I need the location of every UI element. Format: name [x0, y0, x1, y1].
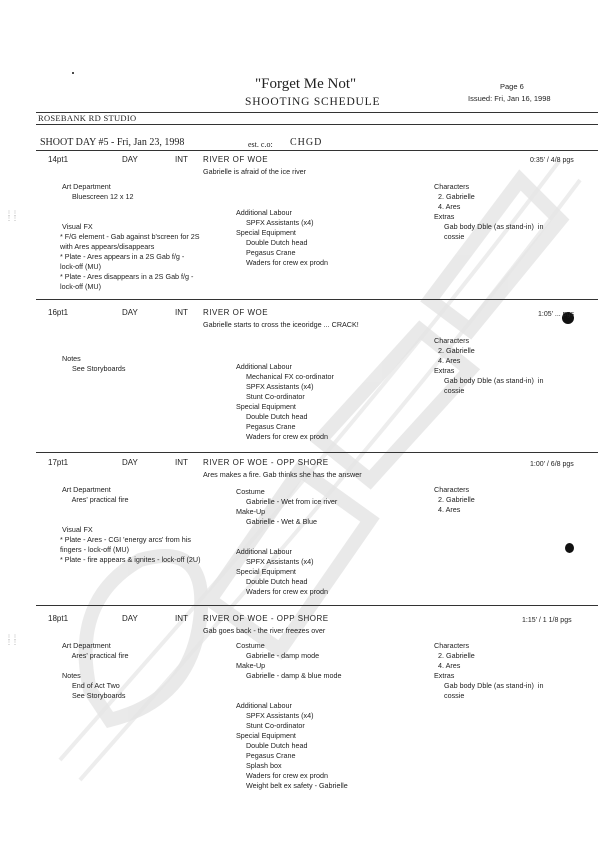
scene-description: Ares makes a fire. Gab thinks she has the answer — [203, 470, 362, 479]
detail-line: * Plate - Ares appears in a 2S Gab f/g - — [60, 252, 185, 261]
detail-line: cossie — [434, 386, 465, 395]
detail-line — [236, 537, 337, 547]
detail-line: Ares' practical fire — [62, 495, 129, 504]
detail-line: Extras — [434, 671, 455, 680]
scene-int: INT — [175, 614, 188, 623]
scene-day: DAY — [122, 614, 138, 623]
detail-line: SPFX Assistants (x4) — [236, 382, 314, 391]
detail-line: lock-off (MU) — [60, 262, 101, 271]
detail-line: Stunt Co-ordinator — [236, 392, 305, 401]
detail-line: 4. Ares — [434, 661, 461, 670]
scene-number: 16pt1 — [48, 308, 69, 317]
detail-line: Pegasus Crane — [236, 248, 296, 257]
scene-time: 0:35' / 4/8 pgs — [530, 157, 574, 164]
detail-line: Waders for crew ex prodn — [236, 771, 329, 780]
scene-location: RIVER OF WOE — [203, 155, 269, 164]
detail-line: See Storyboards — [62, 364, 126, 373]
detail-line: Gab body Dble (as stand-in) in — [434, 222, 544, 231]
detail-line: Pegasus Crane — [236, 751, 296, 760]
issued-date: Issued: Fri, Jan 16, 1998 — [468, 94, 551, 103]
detail-line: Bluescreen 12 x 12 — [62, 192, 134, 201]
detail-line: Waders for crew ex prodn — [236, 432, 329, 441]
detail-line: Art Department — [62, 485, 111, 494]
scene-number: 17pt1 — [48, 458, 69, 467]
shoot-day-rule — [36, 150, 598, 151]
detail-line: 2. Gabrielle — [434, 346, 475, 355]
scene-description: Gabrielle is afraid of the ice river — [203, 167, 307, 176]
detail-line: Additional Labour — [236, 362, 292, 371]
detail-line: Additional Labour — [236, 208, 292, 217]
detail-line: SPFX Assistants (x4) — [236, 711, 314, 720]
punch-hole — [565, 543, 574, 553]
detail-line — [62, 505, 200, 515]
scene-description: Gabrielle starts to cross the iceoridge ... CRACK! — [203, 320, 359, 329]
page-number: Page 6 — [500, 82, 524, 91]
scene-right-column — [434, 336, 543, 396]
scene-time: 1:05' ... pgs — [538, 311, 574, 318]
detail-line: End of Act Two — [62, 681, 120, 690]
detail-line: * Plate - Ares - CGI 'energy arcs' from his — [60, 535, 191, 544]
scene-day: DAY — [122, 458, 138, 467]
detail-line: cossie — [434, 232, 465, 241]
detail-line: Visual FX — [62, 222, 93, 231]
detail-line: Double Dutch head — [236, 577, 308, 586]
detail-line: Notes — [62, 671, 81, 680]
scene-int: INT — [175, 155, 188, 164]
scene-int: INT — [175, 458, 188, 467]
detail-line: fingers - lock-off (MU) — [60, 545, 129, 554]
scene-day: DAY — [122, 155, 138, 164]
detail-line: Extras — [434, 212, 455, 221]
scene-mid-column — [236, 487, 337, 597]
detail-line: 2. Gabrielle — [434, 192, 475, 201]
detail-line: Double Dutch head — [236, 412, 308, 421]
scene-mid-column — [236, 362, 334, 442]
detail-line: Stunt Co-ordinator — [236, 721, 305, 730]
binder-mark: ⋮⋮ ⋮⋮ — [6, 211, 18, 222]
detail-line: Costume — [236, 487, 265, 496]
detail-line: Gabrielle - Wet & Blue — [236, 517, 317, 526]
detail-line: Costume — [236, 641, 265, 650]
scene-left-column — [62, 314, 126, 374]
detail-line: Gabrielle - Wet from ice river — [236, 497, 338, 506]
detail-line — [62, 344, 126, 354]
scene-divider — [36, 452, 598, 453]
detail-line: Ares' practical fire — [62, 651, 129, 660]
detail-line: Waders for crew ex prodn — [236, 258, 329, 267]
detail-line: Special Equipment — [236, 228, 296, 237]
detail-line: 2. Gabrielle — [434, 651, 475, 660]
detail-line: Special Equipment — [236, 567, 296, 576]
detail-line: lock-off (MU) — [60, 282, 101, 291]
shoot-day: SHOOT DAY #5 - Fri, Jan 23, 1998 — [40, 137, 185, 148]
detail-line — [62, 334, 126, 344]
binder-mark: ⋮⋮ ⋮⋮ — [6, 635, 18, 646]
scene-number: 18pt1 — [48, 614, 69, 623]
detail-line: Additional Labour — [236, 547, 292, 556]
document-title: "Forget Me Not" — [255, 76, 357, 92]
scene-divider — [36, 299, 598, 300]
detail-line — [236, 681, 348, 691]
detail-line: Special Equipment — [236, 402, 296, 411]
detail-line — [62, 324, 126, 334]
detail-line: 4. Ares — [434, 202, 461, 211]
detail-line: Pegasus Crane — [236, 422, 296, 431]
scene-divider — [36, 605, 598, 606]
detail-line: Gabrielle - damp mode — [236, 651, 320, 660]
detail-line: Mechanical FX co-ordinator — [236, 372, 334, 381]
detail-line — [62, 212, 200, 222]
detail-line: Gabrielle - damp & blue mode — [236, 671, 342, 680]
est-value: CHGD — [290, 137, 323, 148]
detail-line: Visual FX — [62, 525, 93, 534]
est-label: est. c.o: — [248, 140, 273, 149]
detail-line: Art Department — [62, 182, 111, 191]
detail-line — [62, 314, 126, 324]
scene-right-column — [434, 182, 543, 242]
detail-line: * Plate - fire appears & ignites - lock-off (2U) — [60, 555, 201, 564]
studio-name: ROSEBANK RD STUDIO — [38, 113, 137, 123]
detail-line: Characters — [434, 182, 470, 191]
detail-line: Make-Up — [236, 507, 266, 516]
detail-line: 2. Gabrielle — [434, 495, 475, 504]
detail-line: 4. Ares — [434, 356, 461, 365]
scene-day: DAY — [122, 308, 138, 317]
detail-line: cossie — [434, 691, 465, 700]
detail-line — [236, 527, 337, 537]
document-subtitle: SHOOTING SCHEDULE — [245, 96, 381, 108]
detail-line: Characters — [434, 336, 470, 345]
detail-line: SPFX Assistants (x4) — [236, 218, 314, 227]
detail-line: Splash box — [236, 761, 282, 770]
detail-line — [62, 202, 200, 212]
detail-line: * Plate - Ares disappears in a 2S Gab f/g - — [60, 272, 194, 281]
detail-line: Notes — [62, 354, 81, 363]
scene-left-column — [62, 485, 200, 565]
detail-line: Characters — [434, 641, 470, 650]
detail-line: Weight belt ex safety - Gabrielle — [236, 781, 348, 790]
speck — [72, 72, 74, 74]
scene-location: RIVER OF WOE - OPP SHORE — [203, 458, 329, 467]
studio-rule — [36, 124, 598, 125]
detail-line: Waders for crew ex prodn — [236, 587, 329, 596]
scene-time: 1:15' / 1 1/8 pgs — [522, 617, 572, 624]
detail-line: Double Dutch head — [236, 741, 308, 750]
scene-number: 14pt1 — [48, 155, 69, 164]
scene-left-column — [62, 182, 200, 292]
detail-line: Characters — [434, 485, 470, 494]
detail-line — [236, 691, 348, 701]
detail-line: Make-Up — [236, 661, 266, 670]
detail-line: Gab body Dble (as stand-in) in — [434, 681, 544, 690]
scene-mid-column — [236, 641, 348, 791]
scene-description: Gab goes back - the river freezes over — [203, 626, 326, 635]
detail-line: with Ares appears/disappears — [60, 242, 155, 251]
scene-right-column — [434, 485, 475, 515]
scene-location: RIVER OF WOE — [203, 308, 269, 317]
detail-line — [62, 515, 200, 525]
scene-right-column — [434, 641, 543, 701]
detail-line: Art Department — [62, 641, 111, 650]
scene-location: RIVER OF WOE - OPP SHORE — [203, 614, 329, 623]
scene-left-column — [62, 641, 128, 701]
detail-line: Additional Labour — [236, 701, 292, 710]
detail-line — [62, 661, 128, 671]
scene-time: 1:00' / 6/8 pgs — [530, 461, 574, 468]
detail-line: See Storyboards — [62, 691, 126, 700]
scene-mid-column — [236, 208, 328, 268]
detail-line: Gab body Dble (as stand-in) in — [434, 376, 544, 385]
detail-line: * F/G element - Gab against b'screen for 2S — [60, 232, 200, 241]
detail-line: Double Dutch head — [236, 238, 308, 247]
detail-line: SPFX Assistants (x4) — [236, 557, 314, 566]
scene-int: INT — [175, 308, 188, 317]
detail-line: 4. Ares — [434, 505, 461, 514]
detail-line: Extras — [434, 366, 455, 375]
detail-line: Special Equipment — [236, 731, 296, 740]
